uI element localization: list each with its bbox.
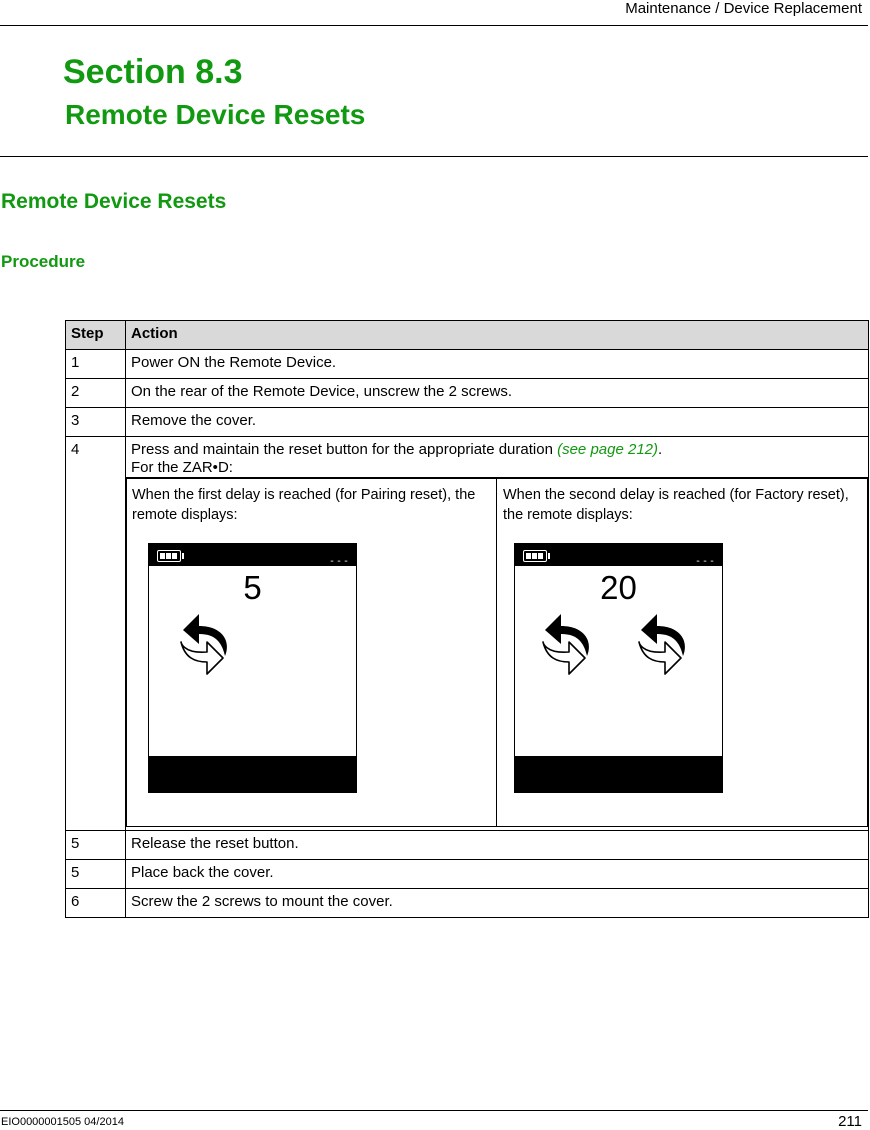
procedure-heading: Procedure: [1, 252, 86, 271]
model-label: For the ZAR•D:: [131, 459, 233, 476]
page-number: 211: [838, 1113, 862, 1130]
step-number: 6: [66, 889, 126, 918]
countdown-value: 20: [600, 569, 637, 606]
display-comparison-table: [126, 478, 868, 827]
step-4-instruction: [131, 441, 863, 459]
table-row: [66, 350, 869, 379]
table-row: [66, 379, 869, 408]
running-header: Maintenance / Device Replacement: [625, 0, 862, 17]
instruction-punctuation: .: [658, 441, 663, 458]
battery-icon: [157, 550, 181, 562]
factory-reset-caption: When the second delay is reached (for Factory reset), the remote displays:: [503, 487, 849, 523]
step-action: [126, 437, 869, 831]
reset-arrows-icon: [177, 612, 237, 678]
step-action: Place back the cover.: [126, 860, 869, 889]
action-column-header: Action: [126, 321, 869, 350]
display-comparison: [126, 477, 868, 827]
table-header-row: [66, 321, 869, 350]
status-bar: [515, 544, 722, 566]
countdown-value: 5: [243, 569, 262, 606]
table-row: [66, 889, 869, 918]
step-action: Remove the cover.: [126, 408, 869, 437]
footer-rule: [0, 1110, 868, 1111]
pairing-reset-column: [127, 479, 497, 827]
page-reference-link[interactable]: (see page 212): [557, 441, 658, 458]
remote-display-pairing: [148, 543, 357, 793]
step-action: Screw the 2 screws to mount the cover.: [126, 889, 869, 918]
table-row: [66, 860, 869, 889]
display-footer-bar: [149, 756, 356, 792]
signal-indicator: ---: [694, 556, 716, 567]
step-number: 5: [66, 860, 126, 889]
step-number: 2: [66, 379, 126, 408]
step-number: 4: [66, 437, 126, 831]
reset-arrows-icon: [635, 612, 695, 678]
step-number: 3: [66, 408, 126, 437]
step-action: Release the reset button.: [126, 831, 869, 860]
step-action: Power ON the Remote Device.: [126, 350, 869, 379]
topic-heading: Remote Device Resets: [1, 190, 227, 213]
section-number: Section 8.3: [63, 53, 243, 91]
status-bar: [149, 544, 356, 566]
step-column-header: Step: [66, 321, 126, 350]
procedure-table: [65, 320, 869, 918]
step-number: 5: [66, 831, 126, 860]
section-title: Remote Device Resets: [65, 99, 366, 130]
display-footer-bar: [515, 756, 722, 792]
step-number: 1: [66, 350, 126, 379]
document-reference: EIO0000001505 04/2014: [1, 1116, 124, 1128]
instruction-text: Press and maintain the reset button for the appropriate duration: [131, 441, 558, 458]
factory-reset-column: [497, 479, 868, 827]
step-action: On the rear of the Remote Device, unscrew the 2 screws.: [126, 379, 869, 408]
table-row: [66, 831, 869, 860]
remote-display-factory: [514, 543, 723, 793]
reset-arrows-icon: [539, 612, 599, 678]
header-rule: [0, 25, 868, 26]
table-row: [66, 408, 869, 437]
battery-icon: [523, 550, 547, 562]
table-row-step-4: [66, 437, 869, 831]
section-rule: [0, 156, 868, 157]
signal-indicator: ---: [328, 556, 350, 567]
pairing-reset-caption: When the first delay is reached (for Pairing reset), the remote displays:: [132, 487, 476, 523]
